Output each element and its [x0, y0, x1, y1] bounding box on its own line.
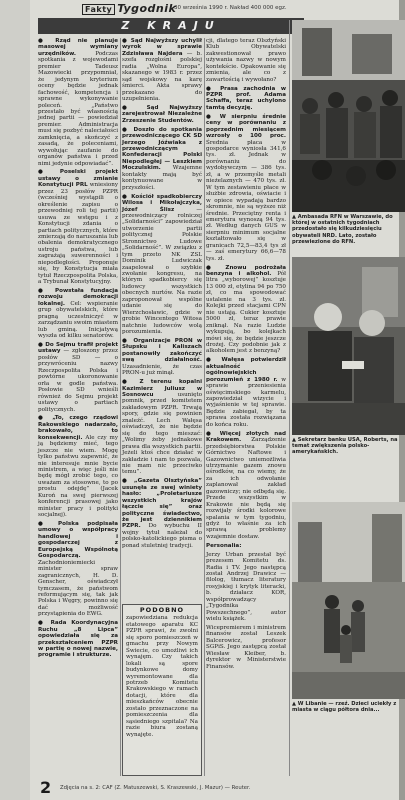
- news-column-1: [38, 38, 118, 776]
- news-item-lead: ● „To, czego rządowi Rakowskiego nadarzało, brakowało, to konsekwencji.: [38, 415, 118, 441]
- podobno-text: zapowiedziana redukcja etatowego aparatu KC PZPR sprawi, że zwolni się sporo pomieszczeń w gmachu przy Nowym Świecie, co umożliwi ich wynajęm. Czy takich lokali są spore budynkowe domy wyremontowane dla potrzeb Komitetu Krakowskiego w ramach dotacji, które dla mieszkańców obecnie zostało przeznaczone na pomieszczenia dla sąsiedniego szpitala? Na razie biura zostaną wynajęte.: [126, 615, 198, 738]
- news-item: [206, 114, 286, 262]
- masthead-logo-text: Tygodnik: [117, 2, 177, 15]
- column-divider: [120, 38, 121, 776]
- news-column-3: [206, 38, 286, 776]
- page-header: [0, 0, 405, 20]
- photo-lebanon-street: [292, 502, 405, 699]
- news-item-body: Do wybuchu II wojny tytuł należał do polsko-katolickiego pisma o ponad stuletniej tradycji.: [122, 523, 202, 549]
- news-item: [38, 342, 118, 413]
- news-column-2: [122, 38, 202, 598]
- news-item-body: Zarządzenie przedsiębiorstwa Polskie Górnictwo Naftowe i Gazownictwo uniemożliwia utrzymanie gazem znowu ośrodków, na co wiemy, że za ich odwołanie zaplanował zakład gazowniczy; nie odbędą się. Przede wszystkim w Krakowie nie będą się rozwijały środki kolorowe spalania w tym tygodniu, gdyż to właśnie za ich sprawą problemy wzajemnie dostaw.: [206, 437, 286, 540]
- news-item-lead: ● Rada Koordynacyjna Ruchu „8 Lipca” opowiedziała się za przekształceniem PZPR w partię o nowej nazwie, programie i strukturze.: [38, 620, 118, 659]
- news-item-lead: ● Kościół spadkobierczy Wilosa i Mikołajczyka, Józef Ślisz: [122, 193, 202, 213]
- news-item: [122, 194, 202, 336]
- news-item-lead: ● Poselski projekt ustawy o zmianie Konstytucji PRL: [38, 169, 118, 189]
- news-item-lead: ● „Gazeta Olsztyńska” usunęła ze swej winiety hasło: „Proletariusze wszystkich krajów łączcie się” oraz polityczne świadectwo, że jest dziennikiem PZPR.: [122, 478, 202, 530]
- news-item: [122, 379, 202, 476]
- photo-handshake-meeting: [292, 257, 405, 435]
- page-left-edge: [0, 0, 30, 800]
- masthead-logo: [82, 2, 177, 16]
- photo-embassy-crowd-image: [292, 20, 405, 212]
- page-footer: [0, 776, 405, 800]
- news-item-body: Pół litra „wyborowej” kosztuje 13 000 zł, etylina 94 po 750 zł, co ma spowodować ustalenie na 3 tys. zł. Kolejki przed stacjami CPN nie ustają. Cukier kosztuje 5000 zł, teraz prawie zniknął. Na razie Ludzie wykupują, bo kolejkach mówi się, że będzie jeszcze drożej. Czy podobnie jak z alkoholem jest z benzyną?: [206, 271, 286, 355]
- photo-lebanon-street-image: [292, 502, 405, 699]
- news-item-body: Wicepremierem i ministrem finansów został Leszek Balcerowicz, profesor SGPiS. Jego zastępcą został Wiesław Kleiber, b. dyrektor w Ministerstwie Finansów.: [206, 625, 286, 670]
- section-banner: [38, 18, 304, 34]
- news-item: [122, 105, 202, 124]
- photo-credits: Zdjęcia na s. 2: CAF (Z. Matuszewski, S. Kraszewski, J. Mazur) — Reuter.: [60, 785, 251, 791]
- news-item-lead: ● W sierpniu średnie ceny w porównaniu z poprzednim miesiącem wzrosły o 100 proc.: [206, 113, 286, 140]
- news-item-body: Średnia płaca w gospodarce wyniosła 341,6 tys. zł. Jednak w porównaniu do wydobywczym — 386 tys. zł, a w przemyśle metali nieżelaznych — 470 tys. zł. W tym zestawieniu płace w służbie zdrowia, oświacie i w opiece wypadają bardzo skromnie, nie są wyższe niż średnie. Przeciętny renta i emerytura wynoszą 94 tys. zł. Według danych GUS w sierpniu minimum socjalne kształtowało się w granicach 72,5—83,4 tys zł — zaś emerytury 66,6—78 tys. zł.: [206, 139, 286, 262]
- news-item-lead: ● Polska podpisała umowy o współpracy handlowej i gospodarczej z Europejską Wspólnotą Gospodarczą.: [38, 521, 118, 560]
- masthead-logo-box: Fakty: [82, 4, 115, 15]
- news-item-lead: ● Znowu podrożała benzyna i alkohol.: [206, 264, 286, 278]
- news-item-body: — przewodniczący rolniczej „Solidarności” zapowiedział utworzenie partii politycznej Polskie Stronnictwo Ludowe „Solidarność”. W związku z tym przeto NK ZSL Dominik Ludwiczak zaapelował o szybkie zwołanie kongresu, na którym spadkobiercy się ludowcy wszystkich obecnych nurtów. Na razie zaproponował wspólne udanie się do Wierzchosławic, gdzie w grobie Wincentego Witosa natchnie ludowców wolą porozumienia.: [122, 206, 202, 336]
- news-item-body: cji, dlatego teraz Olsztyński Klub Obywatelski zakwestionował prawo używania nazwy w nowym kontekście. Opakowanie się zmienia, ale co z zawartością i wywołano?: [206, 38, 286, 83]
- section-title: Z KRAJU: [121, 19, 221, 32]
- news-item: [122, 127, 202, 192]
- news-item: [38, 415, 118, 518]
- news-item-lead: ● Z terenu kopalni Kazimierz Juliusz w Sosnowcu: [122, 379, 202, 398]
- news-item-lead: ● Wałęsa potwierdził aktualność ogólnowiejskich porozumień z 1980 r.: [206, 357, 286, 383]
- news-item-body: Ale czy my ją będziemy mieć, tego jeszcze nie wiem. Mogę tylko państwu zapewnić, że nie interesuje mnie bycie ministrem, a więc jeśli nie będę mógł zrobić tego, co uważam za stosowne, to po prostu odejdę” (Jacek Kuroń na swej pierwszej konferencji prasowej jako minister pracy i polityki socjalnej).: [38, 434, 118, 519]
- dateline: 30 września 1990 r. Nakład 400 000 egz.: [174, 5, 287, 11]
- news-item: [206, 357, 286, 428]
- news-item: [206, 431, 286, 541]
- news-item-body: usunięto pomnik, przed komitetem zakładowym PZPR. Trwają spory, gdzie się powinien znaleźć. Lech Wałęsa oświadczył, że nie będzie się do tego mieszać: „Wolimy żeby jednakowe prawa dla wszystkich partii. Jeżeli ktoś chce działać w zakładzie i nam to pozwala, nie mam nic przeciwko temu”.: [122, 391, 202, 476]
- news-item-lead: ● Powstała fundacja rozwoju demokracji lokalnej.: [38, 288, 118, 307]
- news-item-lead: Personalia:: [206, 542, 242, 549]
- news-item-body: w sprawie przeniesienia oświęcimskiego karmelu, zapowiedział wizycie i wyjaśnienie w tej sprawie. Będzie zabiegał, by ta sprawa została rozwiązana do końca roku.: [206, 376, 286, 428]
- photo-caption-2: ▲ Sekretarz banku USA, Roberts, na temat zwiększenia polsko-amerykańskich.: [292, 437, 398, 456]
- news-item: [206, 265, 286, 355]
- news-item: [38, 620, 118, 659]
- photo-handshake-meeting-image: [292, 257, 405, 435]
- news-item: [206, 38, 286, 83]
- news-item-lead: ● Więcej złotych nad Krakowem.: [206, 430, 286, 444]
- news-item-body: Podczas spotkania z wojewodami premier Tadeusz Mazowiecki przypomniał, że jedynym kryterium oceny będzie jednak fachowość, kompetencja i sprawne wykonywanie poleceń. „Państwo przestało być własnością jednej partii — powiedział premier. Administracja musi się pozbyć naleciałości zamknięcia, a skończyć z zasadą, że poleceniami, wywołując zaufanie do organów państwa i przed nimi jedynie odpowiadać”.: [38, 50, 118, 167]
- news-item-body: — zgłoszony przez posłów SD — o przywróceniu nazwy Rzeczpospolita Polska i powtórne ukoronowanie orła w godle państwa. Posłowie SD wnieśli również do Sejmu projekt ustawy o partiach politycznych.: [38, 348, 118, 413]
- news-item: [206, 86, 286, 112]
- photo-embassy-crowd: [292, 20, 405, 212]
- column-divider: [289, 20, 290, 776]
- news-item: [122, 38, 202, 103]
- news-item-lead: ● Organizacje PRON w Słupsku i Kaliszach postanowiły zakończyć swą działalność.: [122, 337, 202, 364]
- news-item: [38, 169, 118, 285]
- news-item: [38, 38, 118, 167]
- news-item: [206, 543, 286, 549]
- news-item-lead: ● Prasa zachodnia w PZPR prof. Adama Schaffa, teraz uchylono tamtą decyzję.: [206, 85, 286, 111]
- news-item: [122, 338, 202, 377]
- news-item: [206, 625, 286, 670]
- podobno-box: [122, 604, 202, 776]
- news-item-body: wniesiony przez 23 posłów PZPR (wcześniej wystąpili o określenie zapisu o przewodniej roli tej partii) usuwa ze wstępu i z Konstytucji zdania o partiach politycznych, które zmierzają do naruszania lub obalenia demokratycznego ustroju państwa, lub zagrażają suwerenności i niepodległości. Proponuje się, by Konstytucja miała tytuł Rzeczpospolita Polska, a Trybunał Konstytucyjny.: [38, 182, 118, 286]
- news-item: [38, 521, 118, 618]
- photo-caption-3: ▲ W Libanie — rzeź. Dzieci uciekły z miasta w ciągu półtora dnia...: [292, 701, 397, 714]
- podobno-title: PODOBNO: [139, 606, 185, 614]
- news-item-body: Zachodnioniemiecki minister spraw zagranicznych, H. D. Genscher, oświadczył tymczasem, że państwom reformującym się, tak jak Polska i Węgry, powinno się dać możliwość przystąpienia do EWG.: [38, 559, 118, 618]
- page-number: 2: [40, 778, 52, 797]
- news-item-lead: ● Do Sejmu trafił projekt ustawy: [38, 342, 118, 355]
- news-item-body: — b. szefa rozgłośni polskiej radia „Wolna Europa”, skazanego w 1983 r. przez sąd wojskowy na karę śmierci. Akta sprawy przekazano do uzupełnienia.: [122, 50, 202, 103]
- photo-caption-1: ▲ Ambasada RFN w Warszawie, do której w ostatnich tygodniach przedostało się kilkudziesięciu obywateli NRD. Lato, zostało przewiezione do RFN.: [292, 214, 393, 245]
- news-item-lead: ● Rząd nie planuje masowej wymiany urzędników.: [38, 38, 118, 57]
- news-item-body: Cel: wspieranie grup obywatelskich, które pragną uczestniczyć w zarządzaniu swoim miastem lub gminą. Inicjatywą wyszła od kilku senatorów.: [38, 300, 118, 340]
- news-item-body: Uzasadnienie, że czas PRON-u już minął.: [122, 363, 202, 377]
- news-item-body: Wzajemne kontakty mają być kontynuowane w przyszłości.: [122, 165, 202, 191]
- news-item: [206, 552, 286, 623]
- column-divider: [204, 38, 205, 776]
- news-item-lead: ● Doszło do spotkania przewodniczącego CK SD Jerzego Jóźwiaka z przewodniczącym Konfederacji Polski Niepodległej — Leszkiem Moczulskim.: [122, 126, 202, 172]
- news-item-lead: ● Sąd Najwyższy zarejestrował Niezależne Zrzeszenie Studentów.: [122, 104, 202, 124]
- news-item-lead: ● Sąd Najwyższy uchylił wyrok w sprawie Zdzisława Najdera: [122, 38, 202, 57]
- news-item-body: Jerzy Urban przestał być prezesem Komitetu ds. Radia i TV. Jego następcą został Andrzej Drawicz — filolog, tłumacz literatury rosyjskiej i krytyk literacki, b. działacz KOR, współprowadzący „Tygodnika Powszechnego”, autor wielu książek.: [206, 551, 286, 623]
- news-item: [122, 478, 202, 549]
- news-item: [38, 288, 118, 340]
